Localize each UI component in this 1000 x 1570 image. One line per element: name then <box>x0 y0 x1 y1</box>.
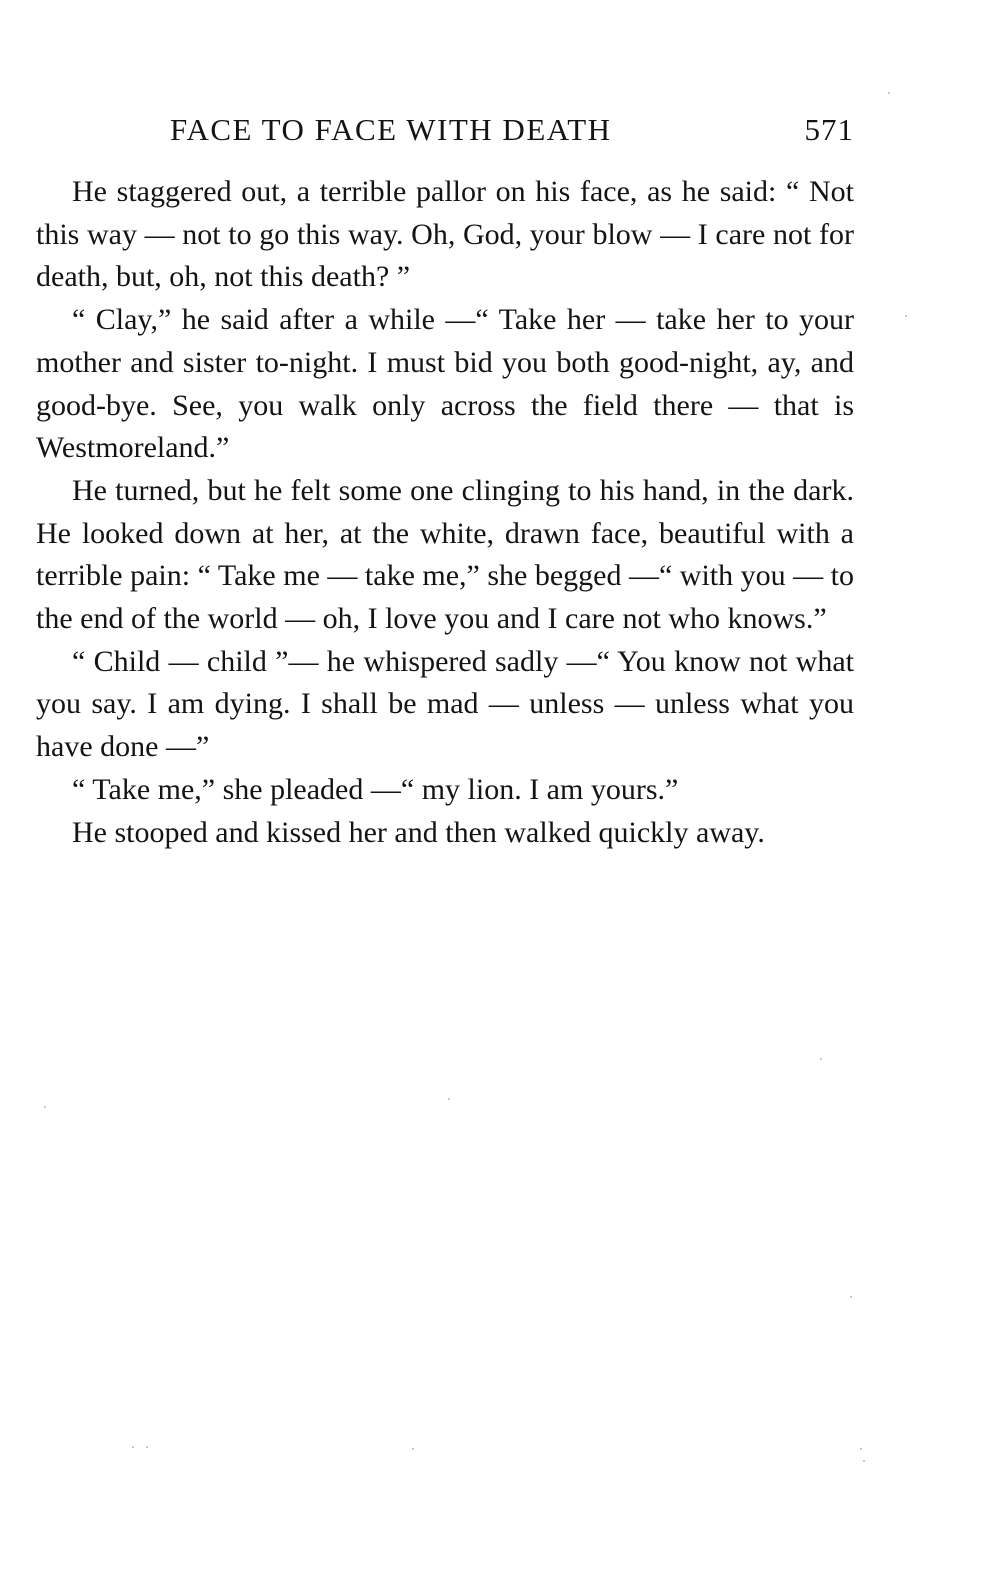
paragraph: “ Child — child ”— he whispered sadly —“ You know not what you say. I am dying. I shall be mad — unless — unless what you have done —” <box>36 644 854 764</box>
scan-speck <box>132 1446 134 1448</box>
scan-speck <box>850 1296 852 1298</box>
body-text <box>36 171 854 854</box>
scan-speck <box>860 1448 862 1450</box>
page-number: 571 <box>804 112 854 147</box>
paragraph: “ Take me,” she pleaded —“ my lion. I am yours.” <box>72 772 679 806</box>
running-head <box>36 108 854 152</box>
paragraph: He turned, but he felt some one clinging to his hand, in the dark. He looked down at her, at the white, drawn face, beautiful with a terrible pain: “ Take me — take me,” she begged —“ with you — to the end of the world — oh, I love you and I care not who knows.” <box>36 473 854 636</box>
scan-speck <box>146 1446 148 1448</box>
scan-speck <box>44 1106 46 1108</box>
paragraph: He stooped and kissed her and then walked quickly away. <box>72 815 765 849</box>
scan-speck <box>888 92 890 94</box>
scan-speck <box>820 1058 822 1060</box>
scan-speck <box>448 1098 450 1100</box>
paragraph: He staggered out, a terrible pallor on his face, as he said: “ Not this way — not to go this way. Oh, God, your blow — I care not for death, but, oh, not this death? ” <box>36 175 854 294</box>
running-title: FACE TO FACE WITH DEATH <box>170 112 612 147</box>
scan-speck <box>905 315 907 317</box>
scan-speck <box>863 1460 865 1462</box>
scan-speck <box>412 1448 414 1450</box>
paragraph: “ Clay,” he said after a while —“ Take her — take her to your mother and sister to-night. I must bid you both good-night, ay, and good-bye. See, you walk only across the field there — that is Westmoreland.” <box>36 303 854 465</box>
